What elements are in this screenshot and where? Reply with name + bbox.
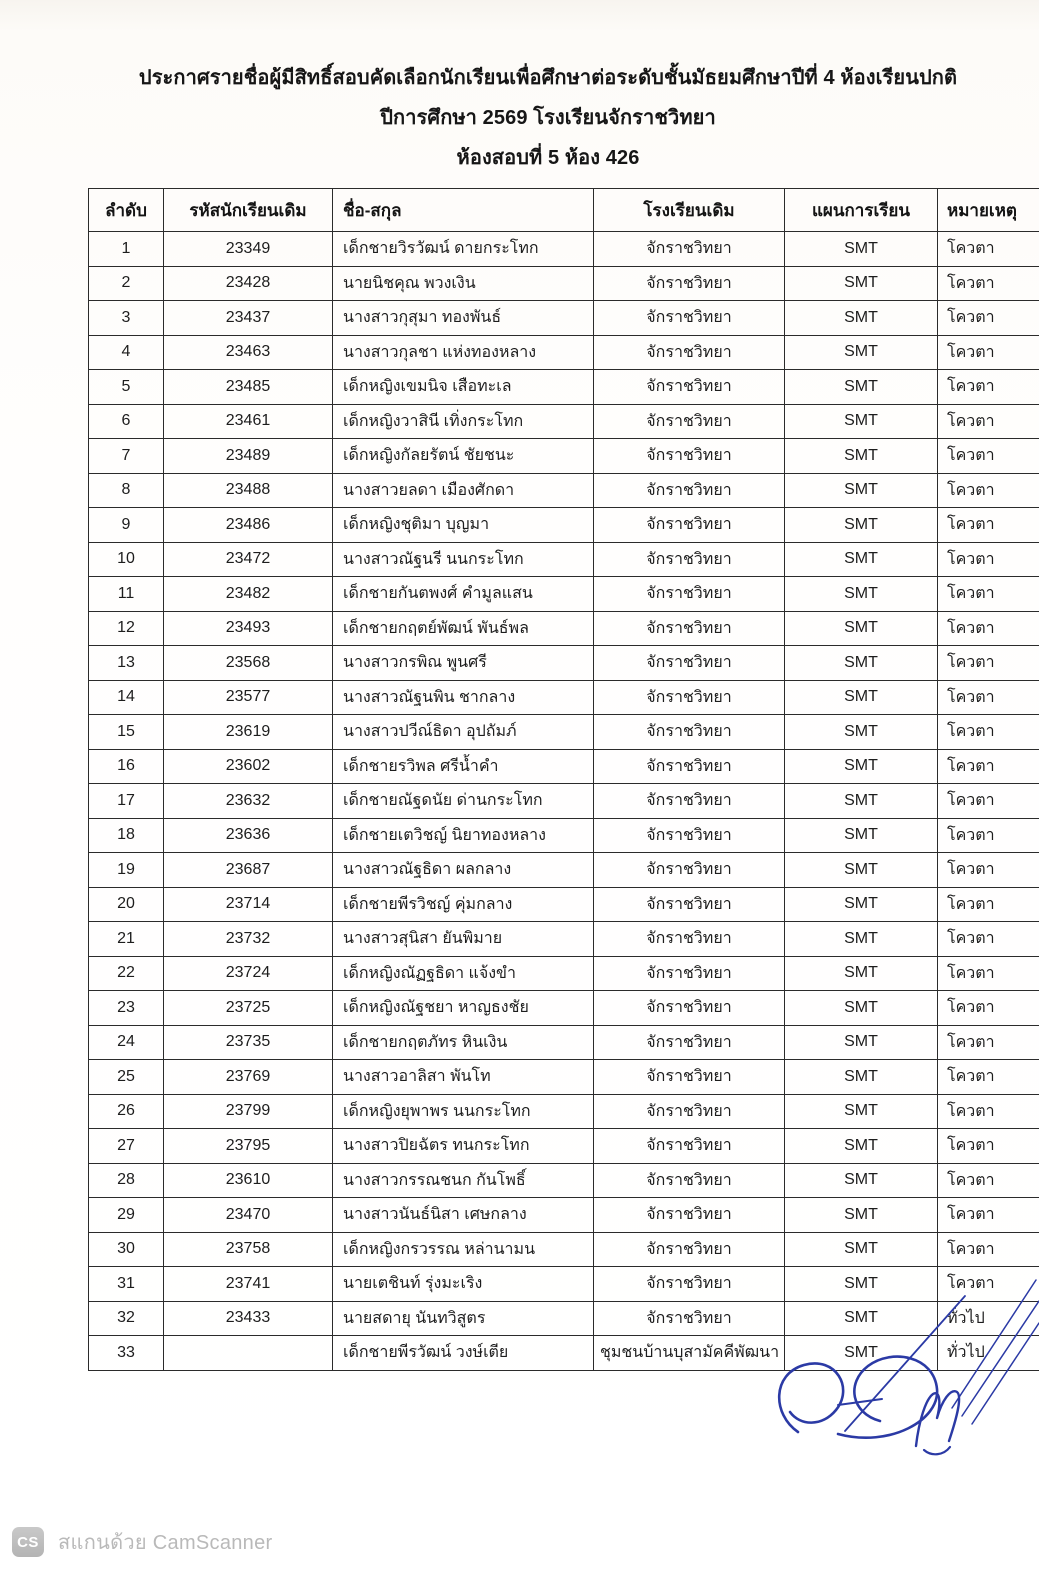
table-cell: 22 <box>89 956 164 991</box>
table-cell: 2 <box>89 266 164 301</box>
table-cell: เด็กชายกฤตภัทร หินเงิน <box>333 1025 594 1060</box>
table-cell: 27 <box>89 1129 164 1164</box>
table-cell: 23714 <box>164 887 333 922</box>
table-cell: จักราชวิทยา <box>594 818 785 853</box>
table-cell: 23463 <box>164 335 333 370</box>
table-row <box>89 542 1039 577</box>
table-cell: โควตา <box>938 1198 1039 1233</box>
table-cell: เด็กหญิงณัฏฐธิดา แจ้งขำ <box>333 956 594 991</box>
table-cell: นางสาวปวีณ์ธิดา อุปถัมภ์ <box>333 715 594 750</box>
table-cell: SMT <box>785 1232 938 1267</box>
table-cell: SMT <box>785 922 938 957</box>
table-cell: เด็กหญิงณัฐชยา หาญธงชัย <box>333 991 594 1026</box>
table-cell: โควตา <box>938 473 1039 508</box>
table-cell: 19 <box>89 853 164 888</box>
table-cell: โควตา <box>938 991 1039 1026</box>
table-cell: 26 <box>89 1094 164 1129</box>
table-cell: จักราชวิทยา <box>594 991 785 1026</box>
table-cell: โควตา <box>938 301 1039 336</box>
table-cell: SMT <box>785 508 938 543</box>
table-cell: เด็กชายรวิพล ศรีน้ำคำ <box>333 749 594 784</box>
table-cell: 18 <box>89 818 164 853</box>
table-cell: 23758 <box>164 1232 333 1267</box>
table-cell: นางสาวกุสุมา ทองพันธ์ <box>333 301 594 336</box>
table-cell: 29 <box>89 1198 164 1233</box>
table-cell: จักราชวิทยา <box>594 1129 785 1164</box>
table-cell: SMT <box>785 542 938 577</box>
table-cell: 7 <box>89 439 164 474</box>
table-row <box>89 646 1039 681</box>
table-cell: จักราชวิทยา <box>594 542 785 577</box>
table-cell: SMT <box>785 715 938 750</box>
table-cell: SMT <box>785 1336 938 1371</box>
table-cell: 33 <box>89 1336 164 1371</box>
table-cell: จักราชวิทยา <box>594 1060 785 1095</box>
table-cell: 23493 <box>164 611 333 646</box>
document-title-line-1: ประกาศรายชื่อผู้มีสิทธิ์สอบคัดเลือกนักเรียนเพื่อศึกษาต่อระดับชั้นมัธยมศึกษาปีที่ 4 ห้องเรียนปกติ <box>138 67 958 89</box>
table-cell: 30 <box>89 1232 164 1267</box>
table-cell: เด็กชายเตวิชญ์ นิยาทองหลาง <box>333 818 594 853</box>
table-cell: 23461 <box>164 404 333 439</box>
table-cell: โควตา <box>938 439 1039 474</box>
table-cell: 23433 <box>164 1301 333 1336</box>
table-cell: 14 <box>89 680 164 715</box>
document-title-block <box>88 68 1008 188</box>
table-row <box>89 1163 1039 1198</box>
table-cell: จักราชวิทยา <box>594 577 785 612</box>
table-cell: จักราชวิทยา <box>594 301 785 336</box>
table-cell: เด็กชายพีรวิชญ์ คุ่มกลาง <box>333 887 594 922</box>
table-cell: 23486 <box>164 508 333 543</box>
table-cell: โควตา <box>938 335 1039 370</box>
table-cell: 3 <box>89 301 164 336</box>
table-cell: SMT <box>785 577 938 612</box>
table-cell: จักราชวิทยา <box>594 1232 785 1267</box>
table-cell: นายสดายุ นันทวิสูตร <box>333 1301 594 1336</box>
camscanner-footer <box>12 1526 273 1558</box>
table-cell: โควตา <box>938 232 1039 267</box>
table-row <box>89 991 1039 1026</box>
table-cell: นางสาวณัฐนพิน ชากลาง <box>333 680 594 715</box>
table-cell: เด็กหญิงยุพาพร นนกระโทก <box>333 1094 594 1129</box>
table-cell: โควตา <box>938 887 1039 922</box>
table-cell: โควตา <box>938 1232 1039 1267</box>
table-cell: ทั่วไป <box>938 1301 1039 1336</box>
table-cell: โควตา <box>938 956 1039 991</box>
table-row <box>89 818 1039 853</box>
table-cell: โควตา <box>938 370 1039 405</box>
table-cell: 8 <box>89 473 164 508</box>
table-row <box>89 1094 1039 1129</box>
table-cell: โควตา <box>938 577 1039 612</box>
table-cell: จักราชวิทยา <box>594 335 785 370</box>
table-cell: ชุมชนบ้านบุสามัคคีพัฒนา <box>594 1336 785 1371</box>
table-cell: SMT <box>785 439 938 474</box>
table-cell: เด็กชายณัฐดนัย ด่านกระโทก <box>333 784 594 819</box>
table-row <box>89 404 1039 439</box>
table-cell: นางสาวสุนิสา ยันพิมาย <box>333 922 594 957</box>
table-cell: จักราชวิทยา <box>594 922 785 957</box>
table-cell: โควตา <box>938 646 1039 681</box>
column-header: โรงเรียนเดิม <box>594 189 785 232</box>
table-row <box>89 266 1039 301</box>
table-cell: SMT <box>785 784 938 819</box>
column-header: ลำดับ <box>89 189 164 232</box>
table-cell: 23428 <box>164 266 333 301</box>
table-cell: 23735 <box>164 1025 333 1060</box>
table-cell: โควตา <box>938 1060 1039 1095</box>
table-cell: 23485 <box>164 370 333 405</box>
table-cell: โควตา <box>938 404 1039 439</box>
table-cell <box>164 1336 333 1371</box>
table-cell: 28 <box>89 1163 164 1198</box>
table-row <box>89 301 1039 336</box>
table-cell: โควตา <box>938 922 1039 957</box>
table-cell: SMT <box>785 749 938 784</box>
table-cell: จักราชวิทยา <box>594 956 785 991</box>
table-cell: 23795 <box>164 1129 333 1164</box>
table-cell: 23687 <box>164 853 333 888</box>
table-row <box>89 1129 1039 1164</box>
table-cell: 9 <box>89 508 164 543</box>
table-row <box>89 956 1039 991</box>
table-cell: โควตา <box>938 715 1039 750</box>
table-cell: จักราชวิทยา <box>594 1301 785 1336</box>
table-cell: 23636 <box>164 818 333 853</box>
table-cell: 23472 <box>164 542 333 577</box>
table-row <box>89 784 1039 819</box>
table-cell: เด็กหญิงวาสินี เทิ่งกระโทก <box>333 404 594 439</box>
table-cell: 23489 <box>164 439 333 474</box>
table-cell: โควตา <box>938 784 1039 819</box>
table-row <box>89 508 1039 543</box>
table-cell: SMT <box>785 232 938 267</box>
table-cell: จักราชวิทยา <box>594 370 785 405</box>
table-cell: เด็กหญิงเขมนิจ เสือทะเล <box>333 370 594 405</box>
column-header: หมายเหตุ <box>938 189 1039 232</box>
table-cell: 23769 <box>164 1060 333 1095</box>
table-cell: 23610 <box>164 1163 333 1198</box>
table-cell: จักราชวิทยา <box>594 1025 785 1060</box>
table-cell: จักราชวิทยา <box>594 473 785 508</box>
table-cell: เด็กหญิงกรวรรณ หล่านามน <box>333 1232 594 1267</box>
table-cell: โควตา <box>938 818 1039 853</box>
table-cell: SMT <box>785 370 938 405</box>
table-cell: จักราชวิทยา <box>594 749 785 784</box>
table-row <box>89 370 1039 405</box>
table-row <box>89 853 1039 888</box>
table-cell: เด็กหญิงชุติมา บุญมา <box>333 508 594 543</box>
table-cell: SMT <box>785 818 938 853</box>
table-cell: 23732 <box>164 922 333 957</box>
table-cell: นายนิชคุณ พวงเงิน <box>333 266 594 301</box>
table-cell: SMT <box>785 853 938 888</box>
table-cell: ทั่วไป <box>938 1336 1039 1371</box>
table-cell: 23619 <box>164 715 333 750</box>
column-header: ชื่อ-สกุล <box>333 189 594 232</box>
table-cell: เด็กชายพีรวัฒน์ วงษ์เตีย <box>333 1336 594 1371</box>
table-cell: จักราชวิทยา <box>594 1163 785 1198</box>
table-row <box>89 232 1039 267</box>
table-cell: โควตา <box>938 1129 1039 1164</box>
table-cell: นางสาวอาลิสา พันโท <box>333 1060 594 1095</box>
table-cell: 16 <box>89 749 164 784</box>
table-cell: จักราชวิทยา <box>594 266 785 301</box>
table-row <box>89 887 1039 922</box>
table-cell: จักราชวิทยา <box>594 680 785 715</box>
table-cell: จักราชวิทยา <box>594 439 785 474</box>
table-cell: จักราชวิทยา <box>594 232 785 267</box>
table-cell: 21 <box>89 922 164 957</box>
table-cell: SMT <box>785 473 938 508</box>
table-cell: SMT <box>785 1163 938 1198</box>
table-cell: จักราชวิทยา <box>594 508 785 543</box>
table-cell: นางสาวกุลชา แห่งทองหลาง <box>333 335 594 370</box>
table-row <box>89 439 1039 474</box>
table-cell: 10 <box>89 542 164 577</box>
table-cell: SMT <box>785 1301 938 1336</box>
table-cell: จักราชวิทยา <box>594 1267 785 1302</box>
table-cell: 23470 <box>164 1198 333 1233</box>
table-cell: 23632 <box>164 784 333 819</box>
table-row <box>89 1198 1039 1233</box>
table-cell: จักราชวิทยา <box>594 611 785 646</box>
table-cell: จักราชวิทยา <box>594 1094 785 1129</box>
document-title-line-3: ห้องสอบที่ 5 ห้อง 426 <box>456 147 640 169</box>
table-row <box>89 1232 1039 1267</box>
table-cell: 15 <box>89 715 164 750</box>
table-cell: นายเตชินท์ รุ่งมะเริง <box>333 1267 594 1302</box>
table-row <box>89 611 1039 646</box>
table-cell: 4 <box>89 335 164 370</box>
table-cell: 13 <box>89 646 164 681</box>
table-cell: 23725 <box>164 991 333 1026</box>
table-row <box>89 1336 1039 1371</box>
table-cell: SMT <box>785 956 938 991</box>
table-cell: นางสาวปิยฉัตร ทนกระโทก <box>333 1129 594 1164</box>
table-cell: 23349 <box>164 232 333 267</box>
table-cell: 1 <box>89 232 164 267</box>
table-cell: SMT <box>785 1025 938 1060</box>
table-cell: จักราชวิทยา <box>594 404 785 439</box>
table-cell: SMT <box>785 266 938 301</box>
table-cell: 25 <box>89 1060 164 1095</box>
camscanner-icon: CS <box>12 1527 44 1557</box>
table-cell: โควตา <box>938 611 1039 646</box>
table-row <box>89 577 1039 612</box>
table-cell: 23799 <box>164 1094 333 1129</box>
table-cell: 20 <box>89 887 164 922</box>
table-cell: 11 <box>89 577 164 612</box>
table-cell: จักราชวิทยา <box>594 853 785 888</box>
table-cell: SMT <box>785 301 938 336</box>
table-row <box>89 922 1039 957</box>
table-cell: 12 <box>89 611 164 646</box>
table-cell: SMT <box>785 680 938 715</box>
table-cell: จักราชวิทยา <box>594 784 785 819</box>
table-cell: เด็กหญิงกัลยรัตน์ ชัยชนะ <box>333 439 594 474</box>
table-cell: 23602 <box>164 749 333 784</box>
table-cell: นางสาวณัฐนรี นนกระโทก <box>333 542 594 577</box>
table-cell: 23568 <box>164 646 333 681</box>
table-cell: เด็กชายกฤตย์พัฒน์ พันธ์พล <box>333 611 594 646</box>
students-table <box>88 188 1039 1371</box>
camscanner-text: สแกนด้วย CamScanner <box>58 1532 273 1554</box>
table-row <box>89 1025 1039 1060</box>
table-cell: โควตา <box>938 680 1039 715</box>
table-cell: 6 <box>89 404 164 439</box>
table-cell: โควตา <box>938 853 1039 888</box>
table-cell: โควตา <box>938 749 1039 784</box>
table-cell: 23741 <box>164 1267 333 1302</box>
table-cell: นางสาวณัฐธิดา ผลกลาง <box>333 853 594 888</box>
column-header: รหัสนักเรียนเดิม <box>164 189 333 232</box>
table-cell: SMT <box>785 611 938 646</box>
table-cell: นางสาวนันธ์นิสา เศษกลาง <box>333 1198 594 1233</box>
table-cell: SMT <box>785 646 938 681</box>
table-cell: จักราชวิทยา <box>594 646 785 681</box>
table-cell: 23482 <box>164 577 333 612</box>
column-header: แผนการเรียน <box>785 189 938 232</box>
table-cell: โควตา <box>938 542 1039 577</box>
table-cell: จักราชวิทยา <box>594 887 785 922</box>
table-cell: โควตา <box>938 1094 1039 1129</box>
table-cell: SMT <box>785 887 938 922</box>
table-row <box>89 680 1039 715</box>
table-row <box>89 473 1039 508</box>
table-row <box>89 1060 1039 1095</box>
table-cell: โควตา <box>938 508 1039 543</box>
document-title-line-2: ปีการศึกษา 2569 โรงเรียนจักราชวิทยา <box>380 107 716 129</box>
table-cell: SMT <box>785 991 938 1026</box>
table-header-row <box>89 189 1039 232</box>
table-cell: SMT <box>785 1094 938 1129</box>
table-cell: SMT <box>785 1198 938 1233</box>
table-cell: 5 <box>89 370 164 405</box>
table-cell: 23 <box>89 991 164 1026</box>
table-cell: 23577 <box>164 680 333 715</box>
table-row <box>89 1301 1039 1336</box>
table-row <box>89 749 1039 784</box>
table-cell: จักราชวิทยา <box>594 1198 785 1233</box>
table-cell: โควตา <box>938 1267 1039 1302</box>
table-cell: SMT <box>785 404 938 439</box>
table-cell: 24 <box>89 1025 164 1060</box>
table-cell: 23488 <box>164 473 333 508</box>
table-cell: SMT <box>785 1267 938 1302</box>
table-cell: เด็กชายวิรวัฒน์ ดายกระโทก <box>333 232 594 267</box>
table-cell: โควตา <box>938 1163 1039 1198</box>
table-cell: 23437 <box>164 301 333 336</box>
table-cell: จักราชวิทยา <box>594 715 785 750</box>
table-cell: 31 <box>89 1267 164 1302</box>
table-cell: SMT <box>785 1129 938 1164</box>
table-cell: 32 <box>89 1301 164 1336</box>
table-cell: SMT <box>785 1060 938 1095</box>
table-cell: 17 <box>89 784 164 819</box>
table-row <box>89 335 1039 370</box>
table-cell: นางสาวกรพิณ พูนศรี <box>333 646 594 681</box>
table-cell: 23724 <box>164 956 333 991</box>
table-row <box>89 715 1039 750</box>
table-cell: SMT <box>785 335 938 370</box>
table-cell: นางสาวกรรณชนก กันโพธิ์ <box>333 1163 594 1198</box>
table-cell: โควตา <box>938 1025 1039 1060</box>
table-cell: โควตา <box>938 266 1039 301</box>
table-row <box>89 1267 1039 1302</box>
table-cell: นางสาวยลดา เมืองศักดา <box>333 473 594 508</box>
table-cell: เด็กชายกันตพงศ์ คำมูลแสน <box>333 577 594 612</box>
